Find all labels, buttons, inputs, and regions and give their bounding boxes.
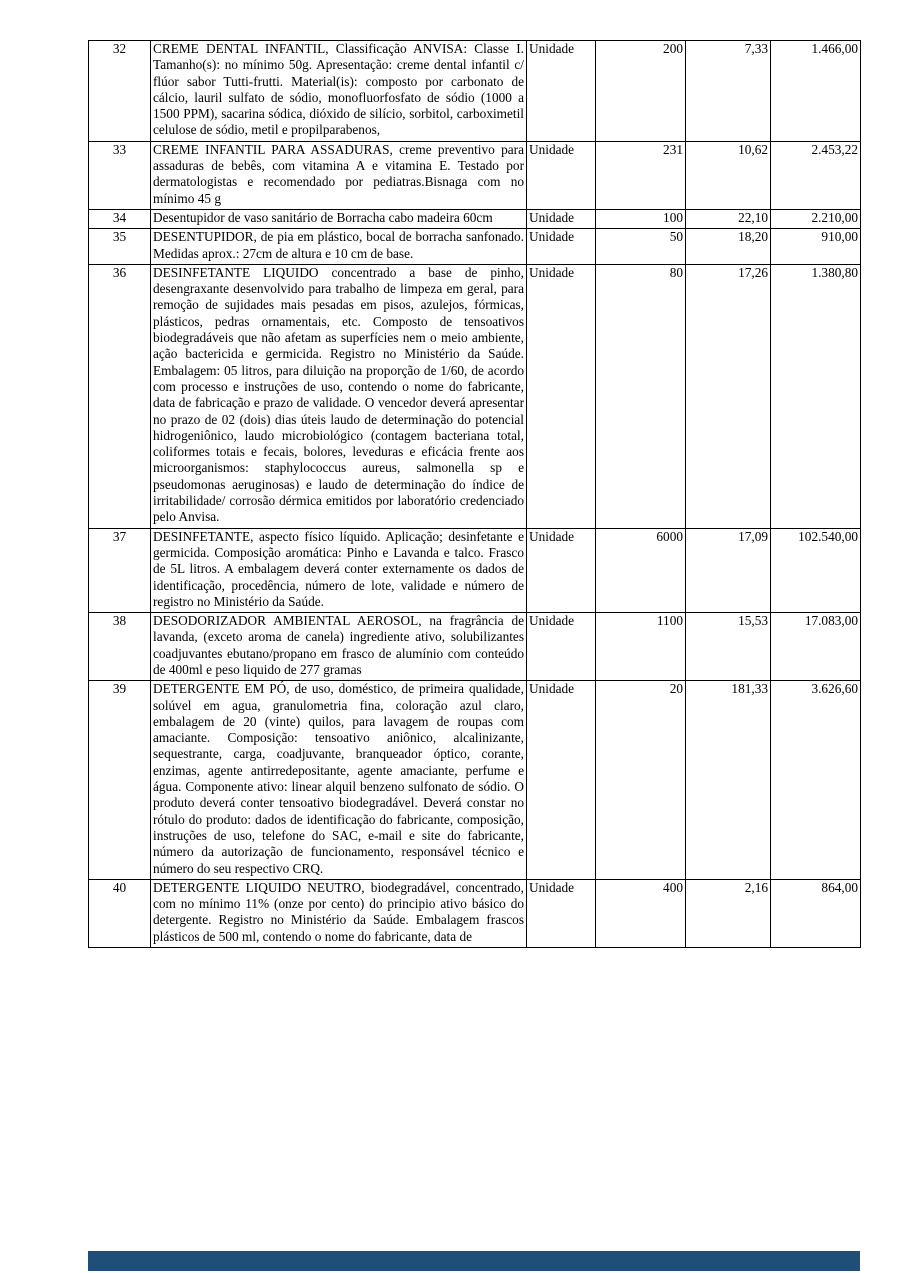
description-cell: DESODORIZADOR AMBIENTAL AEROSOL, na fragrância de lavanda, (exceto aroma de canela) ingrediente ativo, solubilizantes coadjuvantes ebutano/propano em frasco de alumínio com conteúdo de 400ml e peso liquido de 277 gramas — [151, 613, 527, 681]
unit-price-cell: 17,26 — [686, 264, 771, 528]
total-cell: 2.453,22 — [771, 141, 861, 209]
footer-band — [88, 1251, 860, 1271]
unit-price-cell: 10,62 — [686, 141, 771, 209]
unit-cell: Unidade — [527, 141, 596, 209]
table-row — [89, 229, 861, 265]
quantity-cell: 200 — [596, 41, 686, 142]
total-cell: 2.210,00 — [771, 209, 861, 228]
quantity-cell: 20 — [596, 681, 686, 880]
unit-cell: Unidade — [527, 41, 596, 142]
items-table-body — [89, 41, 861, 948]
total-cell: 17.083,00 — [771, 613, 861, 681]
unit-price-cell: 181,33 — [686, 681, 771, 880]
quantity-cell: 231 — [596, 141, 686, 209]
total-cell: 3.626,60 — [771, 681, 861, 880]
item-number-cell: 32 — [89, 41, 151, 142]
unit-cell: Unidade — [527, 229, 596, 265]
unit-cell: Unidade — [527, 613, 596, 681]
description-cell: CREME INFANTIL PARA ASSADURAS, creme preventivo para assaduras de bebês, com vitamina A e vitamina E. Testado por dermatologistas e recomendado por pediatras.Bisnaga com no mínimo 45 g — [151, 141, 527, 209]
table-row — [89, 41, 861, 142]
table-row — [89, 528, 861, 612]
item-number-cell: 38 — [89, 613, 151, 681]
unit-cell: Unidade — [527, 209, 596, 228]
table-row — [89, 141, 861, 209]
unit-price-cell: 17,09 — [686, 528, 771, 612]
description-cell: DESINFETANTE, aspecto físico líquido. Aplicação; desinfetante e germicida. Composição aromática: Pinho e Lavanda e talco. Frasco de 5L litros. A embalagem deverá conter externamente os dados de identificação, procedência, número de lote, validade e número de registro no Ministério da Saúde. — [151, 528, 527, 612]
quantity-cell: 6000 — [596, 528, 686, 612]
unit-cell: Unidade — [527, 681, 596, 880]
unit-price-cell: 22,10 — [686, 209, 771, 228]
table-row — [89, 613, 861, 681]
total-cell: 910,00 — [771, 229, 861, 265]
item-number-cell: 35 — [89, 229, 151, 265]
items-table — [88, 40, 860, 948]
quantity-cell: 50 — [596, 229, 686, 265]
total-cell: 1.466,00 — [771, 41, 861, 142]
unit-price-cell: 18,20 — [686, 229, 771, 265]
description-cell: DETERGENTE LIQUIDO NEUTRO, biodegradável, concentrado, com no mínimo 11% (onze por cento) do principio ativo básico do detergente. Registro no Ministério da Saúde. Embalagem frascos plásticos de 500 ml, contendo o nome do fabricante, data de — [151, 879, 527, 947]
item-number-cell: 39 — [89, 681, 151, 880]
unit-cell: Unidade — [527, 879, 596, 947]
quantity-cell: 80 — [596, 264, 686, 528]
item-number-cell: 37 — [89, 528, 151, 612]
item-number-cell: 40 — [89, 879, 151, 947]
description-cell: DESINFETANTE LIQUIDO concentrado a base de pinho, desengraxante desenvolvido para trabalho de limpeza em geral, para remoção de sujidades mais pesadas em pisos, azulejos, fórmicas, plásticos, pedras ornamentais, etc. Composto de tensoativos biodegradáveis que não afetam as superfícies nem o meio ambiente, ação bactericida e germicida. Registro no Ministério da Saúde. Embalagem: 05 litros, para diluição na proporção de 1/60, de acordo com processo e instruções de uso, contendo o nome do fabricante, data de fabricação e prazo de validade. O vencedor deverá apresentar no prazo de 02 (dois) dias úteis laudo de determinação do potencial hidrogeniônico, laudo microbiológico (contagem bacteriana total, coliformes totais e fecais, bolores, leveduras e eficácia frente aos microorganismos: staphylococcus aureus, salmonella sp e pseudomonas aeruginosas) e laudo de determinação do índice de irritabilidade/ corrosão dérmica emitidos por laboratório credenciado pelo Anvisa. — [151, 264, 527, 528]
item-number-cell: 36 — [89, 264, 151, 528]
description-cell: DETERGENTE EM PÓ, de uso, doméstico, de primeira qualidade, solúvel em agua, granulometria fina, coloração azul claro, embalagem de 20 (vinte) quilos, para lavagem de roupas com amaciante. Composição: tensoativo aniônico, alcalinizante, sequestrante, carga, coadjuvante, branqueador óptico, corante, enzimas, agente antirredepositante, agente amaciante, perfume e água. Componente ativo: linear alquil benzeno sulfonato de sódio. O produto deverá conter tensoativo biodegradável. Deverá constar no rótulo do produto: dados de identificação do fabricante, composição, instruções de uso, telefone do SAC, e-mail e site do fabricante, número da autorização de funcionamento, responsável técnico e número do seu respectivo CRQ. — [151, 681, 527, 880]
unit-price-cell: 2,16 — [686, 879, 771, 947]
table-row — [89, 681, 861, 880]
procurement-items-table — [88, 40, 861, 948]
item-number-cell: 33 — [89, 141, 151, 209]
unit-cell: Unidade — [527, 264, 596, 528]
total-cell: 864,00 — [771, 879, 861, 947]
item-number-cell: 34 — [89, 209, 151, 228]
unit-price-cell: 15,53 — [686, 613, 771, 681]
total-cell: 102.540,00 — [771, 528, 861, 612]
quantity-cell: 100 — [596, 209, 686, 228]
unit-cell: Unidade — [527, 528, 596, 612]
description-cell: DESENTUPIDOR, de pia em plástico, bocal de borracha sanfonado. Medidas aprox.: 27cm de altura e 10 cm de base. — [151, 229, 527, 265]
table-row — [89, 879, 861, 947]
quantity-cell: 1100 — [596, 613, 686, 681]
description-cell: Desentupidor de vaso sanitário de Borracha cabo madeira 60cm — [151, 209, 527, 228]
quantity-cell: 400 — [596, 879, 686, 947]
table-row — [89, 209, 861, 228]
description-cell: CREME DENTAL INFANTIL, Classificação ANVISA: Classe I. Tamanho(s): no mínimo 50g. Apresentação: creme dental infantil c/ flúor sabor Tutti-frutti. Material(is): composto por carbonato de cálcio, lauril sulfato de sódio, monofluorfosfato de sódio (1000 a 1500 PPM), sacarina sódica, dióxido de silício, sorbitol, carboximetil celulose de sódio, metil e propilparabenos, — [151, 41, 527, 142]
total-cell: 1.380,80 — [771, 264, 861, 528]
unit-price-cell: 7,33 — [686, 41, 771, 142]
table-row — [89, 264, 861, 528]
